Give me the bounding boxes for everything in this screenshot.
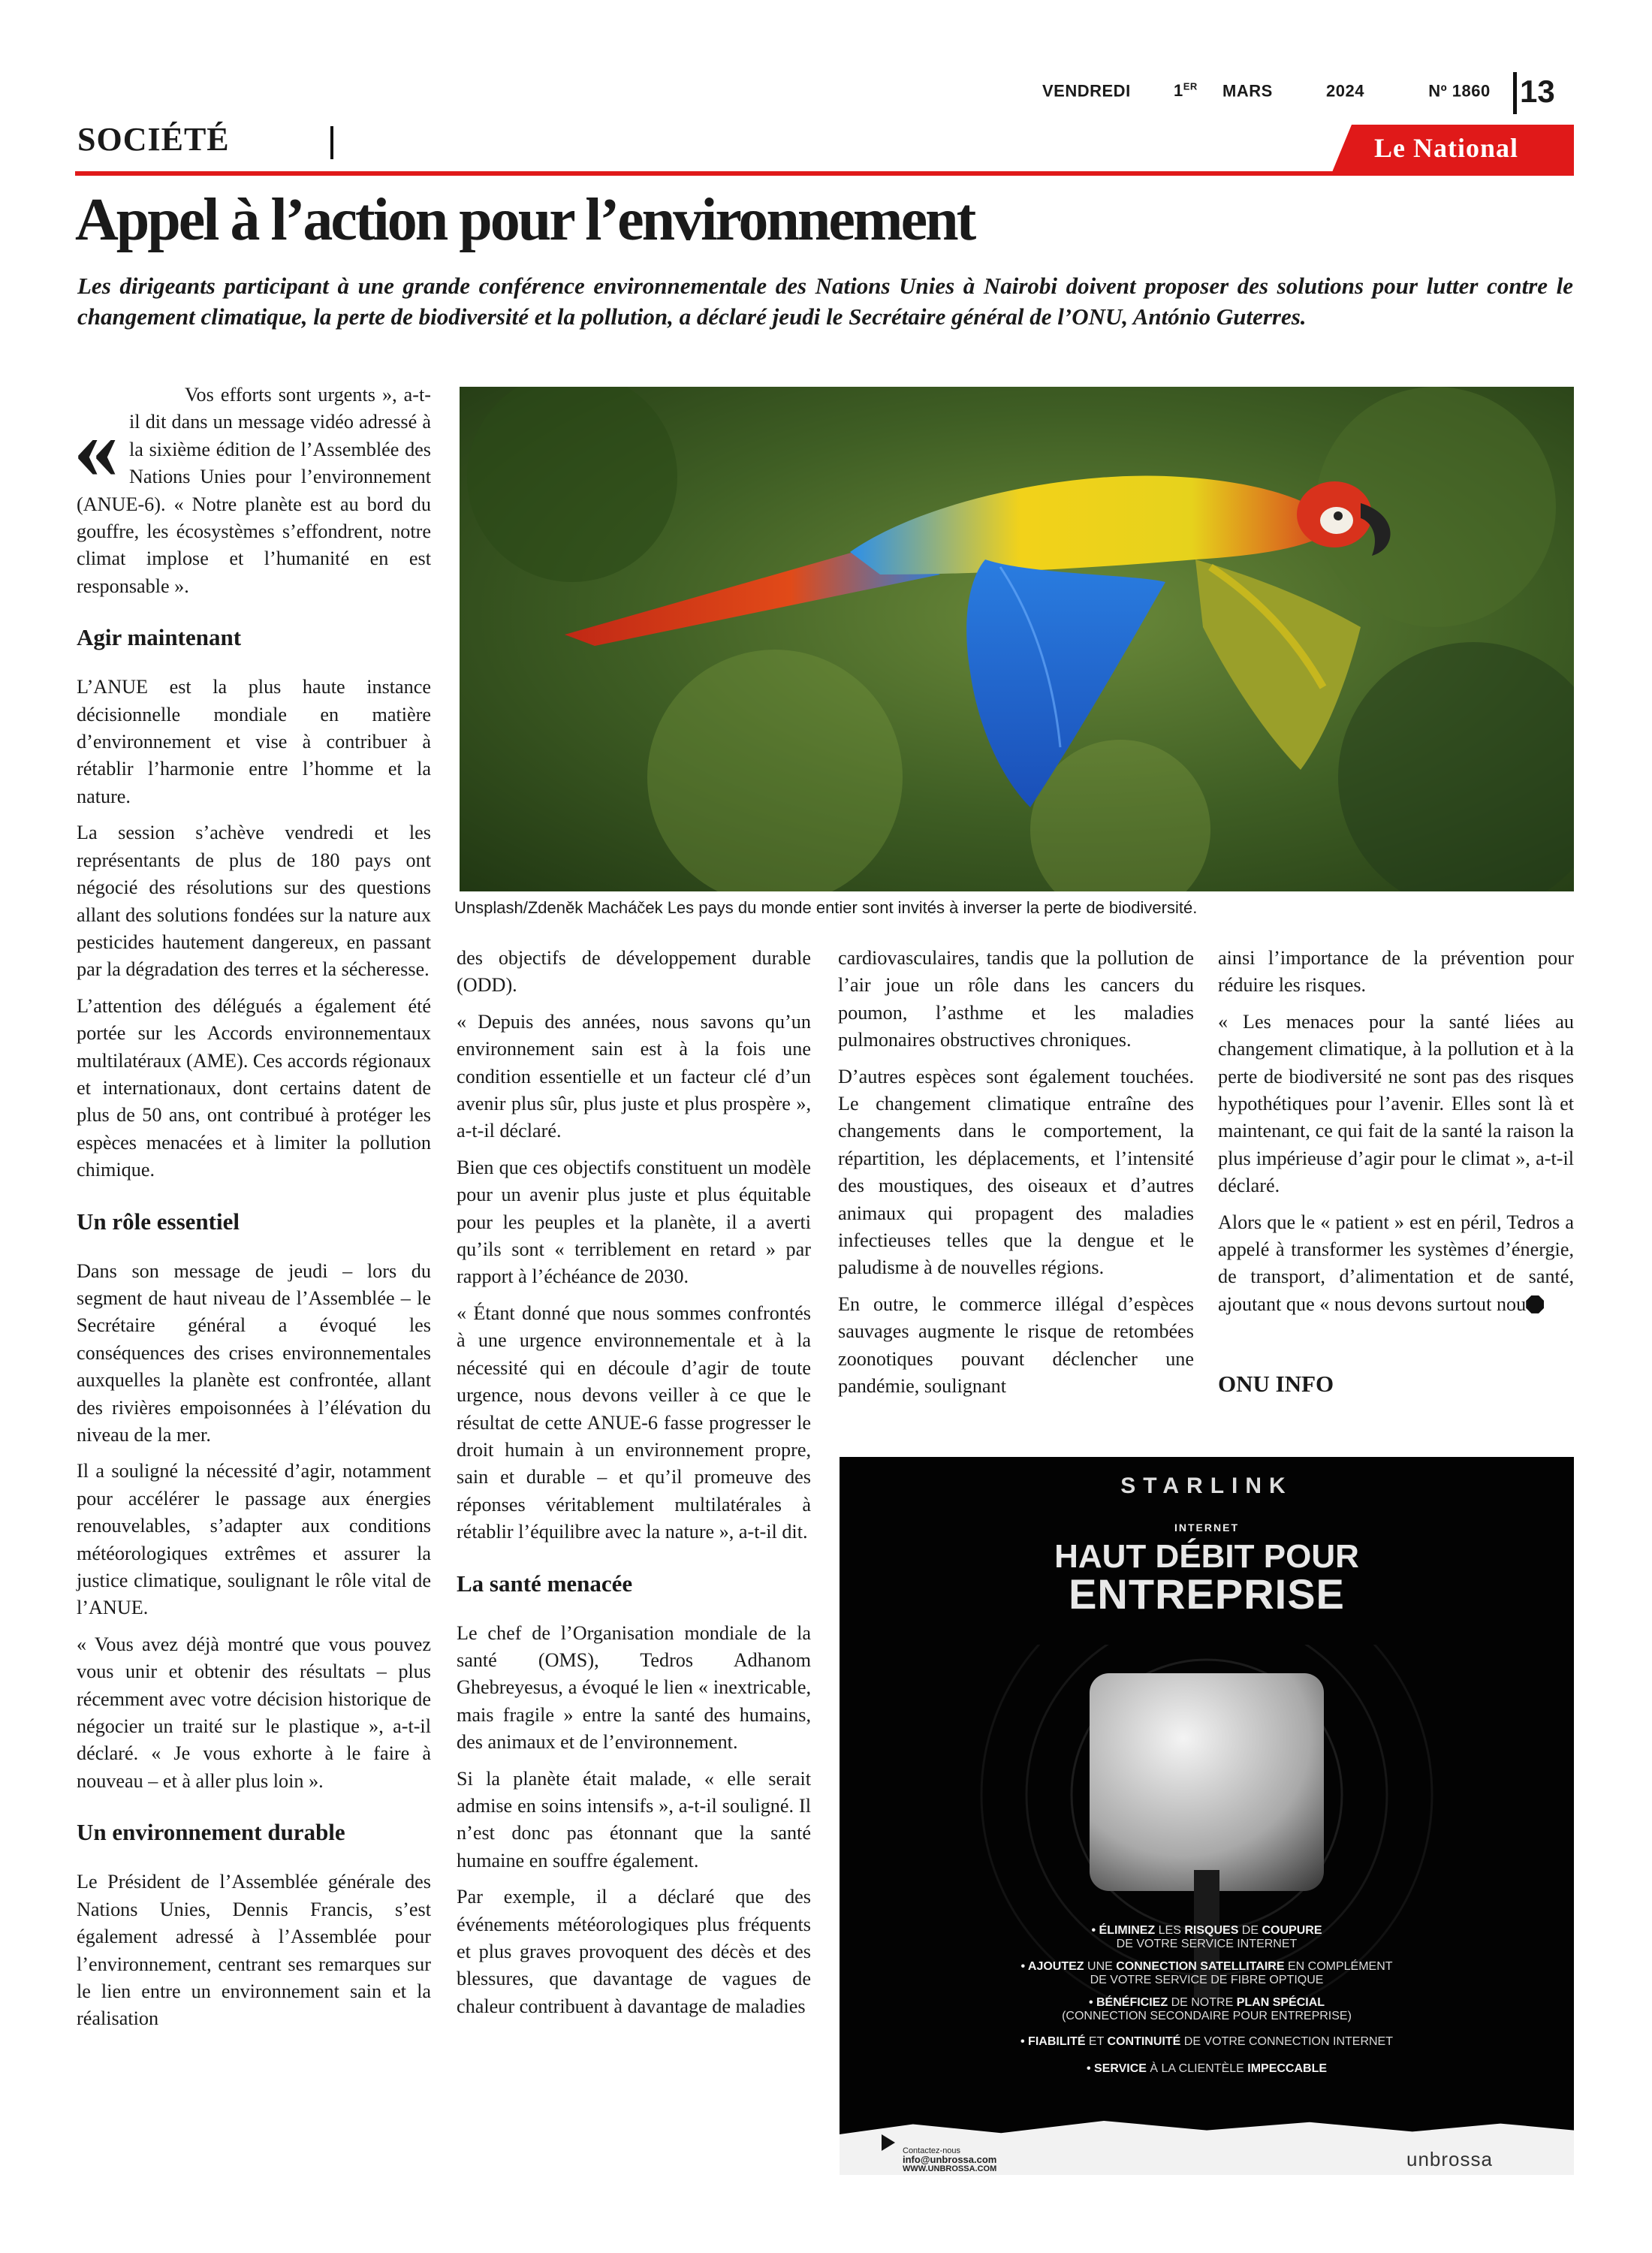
article-column-3 — [838, 945, 1194, 1410]
paragraph: Le Président de l’Assemblée générale des Nations Unies, Dennis Francis, s’est également adressé à l’Assemblée pour l’environnement, centrant ses remarques sur le lien entre un environnement sain et la réalisation — [77, 1871, 431, 2030]
issue-month: MARS — [1222, 81, 1273, 101]
ad-headline-line2: ENTREPRISE — [1069, 1570, 1345, 1618]
ad-brand: STARLINK — [1120, 1473, 1293, 1498]
ad-bullet-1: • ÉLIMINEZ LES RISQUES DE COUPURE DE VOTRE SERVICE INTERNET — [1091, 1924, 1322, 1950]
ad-headline-line1: HAUT DÉBIT POUR — [1054, 1538, 1359, 1575]
ad-bullet-4: • FIABILITÉ ET CONTINUITÉ DE VOTRE CONNECTION INTERNET — [1020, 2035, 1393, 2048]
paragraph: Alors que le « patient » est en péril, Tedros a appelé à transformer les systèmes d’énergie, de transport, d’alimentation et de santé, ajoutant que « nous devons surtout nou — [1218, 1211, 1574, 1315]
article-column-4 — [1218, 945, 1574, 1407]
ad-bullet-5: • SERVICE À LA CLIENTÈLE IMPECCABLE — [1086, 2062, 1328, 2075]
paragraph: Bien que ces objectifs constituent un modèle pour un avenir plus juste et plus équitable pour les peuples et la planète, il a averti qu’ils sont « terriblement en retard » par rapport à l’échéance de 2030. — [457, 1156, 811, 1288]
paragraph: L’ANUE est la plus haute instance décisionnelle mondiale en matière d’environnement et vise à contribuer à rétablir l’harmonie entre l’homme et la nature. — [77, 676, 431, 807]
starlink-advert[interactable] — [840, 1457, 1574, 2175]
ad-bullet-3: • BÉNÉFICIEZ DE NOTRE PLAN SPÉCIAL (CONNECTION SECONDAIRE POUR ENTREPRISE) — [1062, 1996, 1352, 2022]
section-label: SOCIÉTÉ — [77, 121, 230, 158]
issue-date-line — [1042, 81, 1491, 101]
paragraph: « Depuis des années, nous savons qu’un environnement sain est à la fois une condition essentielle et un facteur clé d’un avenir plus sûr, plus juste et plus prospère », a-t-il déclaré. — [457, 1010, 811, 1142]
subhead-environnement-durable: Un environnement durable — [77, 1819, 345, 1846]
article-headline: Appel à l’action pour l’environnement — [75, 187, 975, 253]
paragraph: cardiovasculaires, tandis que la pollution de l’air joue un rôle dans les cancers du poumon, l’asthme et les maladies pulmonaires obstructives chroniques. — [838, 947, 1194, 1051]
issue-year: 2024 — [1326, 81, 1364, 101]
paragraph: La session s’achève vendredi et les représentants de plus de 180 pays ont négocié des résolutions sur des questions allant des solutions fondées sur la nature aux pesticides hautement dangereux, en passant par la dégradation des terres et la sécheresse. — [77, 822, 431, 981]
issue-date: 1ER — [1173, 81, 1198, 101]
section-divider — [330, 126, 333, 159]
end-mark-icon — [1526, 1295, 1544, 1313]
article-column-2 — [457, 945, 811, 2029]
subhead-agir-maintenant: Agir maintenant — [77, 624, 242, 651]
paragraph: Le chef de l’Organisation mondiale de la santé (OMS), Tedros Adhanom Ghebreyesus, a évoqué le lien « inextricable, mais fragile » entre la santé des humains, des animaux et de l’environnement. — [457, 1621, 811, 1754]
paragraph: Il a souligné la nécessité d’agir, notamment pour accélérer le passage aux énergies renouvelables, s’adapter aux conditions météorologiques extrêmes et assurer la justice climatique, soulignant le rôle vital de l’ANUE. — [77, 1460, 431, 1619]
macaw-photo — [460, 387, 1574, 891]
page-number-divider — [1513, 72, 1517, 114]
subhead-role-essentiel: Un rôle essentiel — [77, 1208, 240, 1235]
satellite-dish-icon — [840, 1645, 1574, 2005]
issue-number: Nº 1860 — [1428, 81, 1491, 101]
paragraph: « Étant donné que nous sommes confrontés à une urgence environnementale et à la nécessité qui en découle d’agir de toute urgence, nous devons veiller à ce que le résultat de cette ANUE-6 fasse progresser le droit humain à un environnement propre, sain et durable – et qu’il promeuve des réponses véritablement multilatérales à rétablir l’équilibre avec la nature », a-t-il dit. — [457, 1301, 811, 1543]
article-column-1 — [74, 382, 431, 2042]
subhead-sante-menacee: La santé menacée — [457, 1570, 633, 1597]
paragraph: Par exemple, il a déclaré que des événements météorologiques plus fréquents et plus graves provoquent des décès et des blessures, que davantage de vagues de chaleur contribuent à davantage de maladies — [457, 1886, 811, 2017]
paragraph: En outre, le commerce illégal d’espèces sauvages augmente le risque de retombées zoonotiques pouvant déclencher une pandémie, soulignant — [838, 1292, 1194, 1398]
paragraph: Dans son message de jeudi – lors du segment de haut niveau de l’Assemblée – le Secrétaire général a évoqué les conséquences des crises environnementales auxquelles la planète est confrontée, allant des rivières empoisonnées à l’élévation du niveau de la mer. — [77, 1259, 431, 1446]
paragraph: L’attention des délégués a également été portée sur les Accords environnementaux multilatéraux (AME). Ces accords régionaux et internationaux, dont certains datent de plus de 50 ans, ont contribué à protéger les espèces menacées et à limiter la pollution chimique. — [77, 994, 431, 1181]
article-lede: Les dirigeants participant à une grande conférence environnementale des Nations Unies à Nairobi doivent proposer des solutions pour lutter contre le changement climatique, la perte de biodiversité et la pollution, a déclaré jeudi le Secrétaire général de l’ONU, António Guterres. — [77, 273, 1573, 330]
paragraph: D’autres espèces sont également touchées. Le changement climatique entraîne des changements dans le comportement, la répartition, les déplacements, et l’intensité des moustiques, des oiseaux et d’autres animaux qui propagent des maladies infectieuses telles que la dengue et le paludisme à de nouvelles régions. — [838, 1065, 1194, 1279]
paragraph: « Vous avez déjà montré que vous pouvez vous unir et obtenir des résultats – plus récemment avec votre décision historique de négocier un traité sur le plastique », a-t-il déclaré. « Je vous exhorte à le faire à nouveau – et à aller plus loin ». — [77, 1633, 431, 1792]
brand-name: Le National — [1374, 133, 1519, 163]
paragraph: « Les menaces pour la santé liées au changement climatique, à la pollution et à la perte de biodiversité ne sont pas des risques hypothétiques pour l’avenir. Elles sont là et maintenant, ce qui fait de la santé la raison la plus impérieuse d’agir pour le climat », a-t-il déclaré. — [1218, 1010, 1574, 1197]
ad-pretitle: INTERNET — [1174, 1522, 1239, 1534]
photo-caption: Unsplash/Zdeněk Macháček Les pays du monde entier sont invités à inverser la perte de biodiversité. — [454, 898, 1198, 917]
issue-day: VENDREDI — [1042, 81, 1131, 101]
page-number: 13 — [1520, 74, 1555, 109]
ad-contact[interactable]: Contactez-nous info@unbrossa.com WWW.UNBROSSA.COM — [903, 2146, 997, 2173]
paragraph: Si la planète était malade, « elle serait admise en soins intensifs », a-t-il souligné. Il n’est donc pas étonnant que la santé humaine en souffre également. — [457, 1767, 811, 1871]
article-signature: ONU INFO — [1218, 1371, 1334, 1398]
ad-bullet-2: • AJOUTEZ UNE CONNECTION SATELLITAIRE EN COMPLÉMENT DE VOTRE SERVICE DE FIBRE OPTIQUE — [1020, 1960, 1393, 1986]
dropcap-quote: « — [74, 397, 119, 497]
paragraph: ainsi l’importance de la prévention pour réduire les risques. — [1218, 947, 1574, 997]
paragraph: des objectifs de développement durable (ODD). — [457, 947, 811, 997]
intro-paragraph: Vos efforts sont urgents », a-t-il dit dans un message vidéo adressé à la sixième édition de l’Assemblée des Nations Unies pour l’environnement (ANUE-6). « Notre planète est au bord du gouffre, les écosystèmes s’effondrent, notre climat implose et l’humanité en est responsable ». — [77, 384, 431, 597]
unbrossa-logo: unbrossa — [1406, 2148, 1493, 2170]
header-rule — [75, 171, 1574, 176]
